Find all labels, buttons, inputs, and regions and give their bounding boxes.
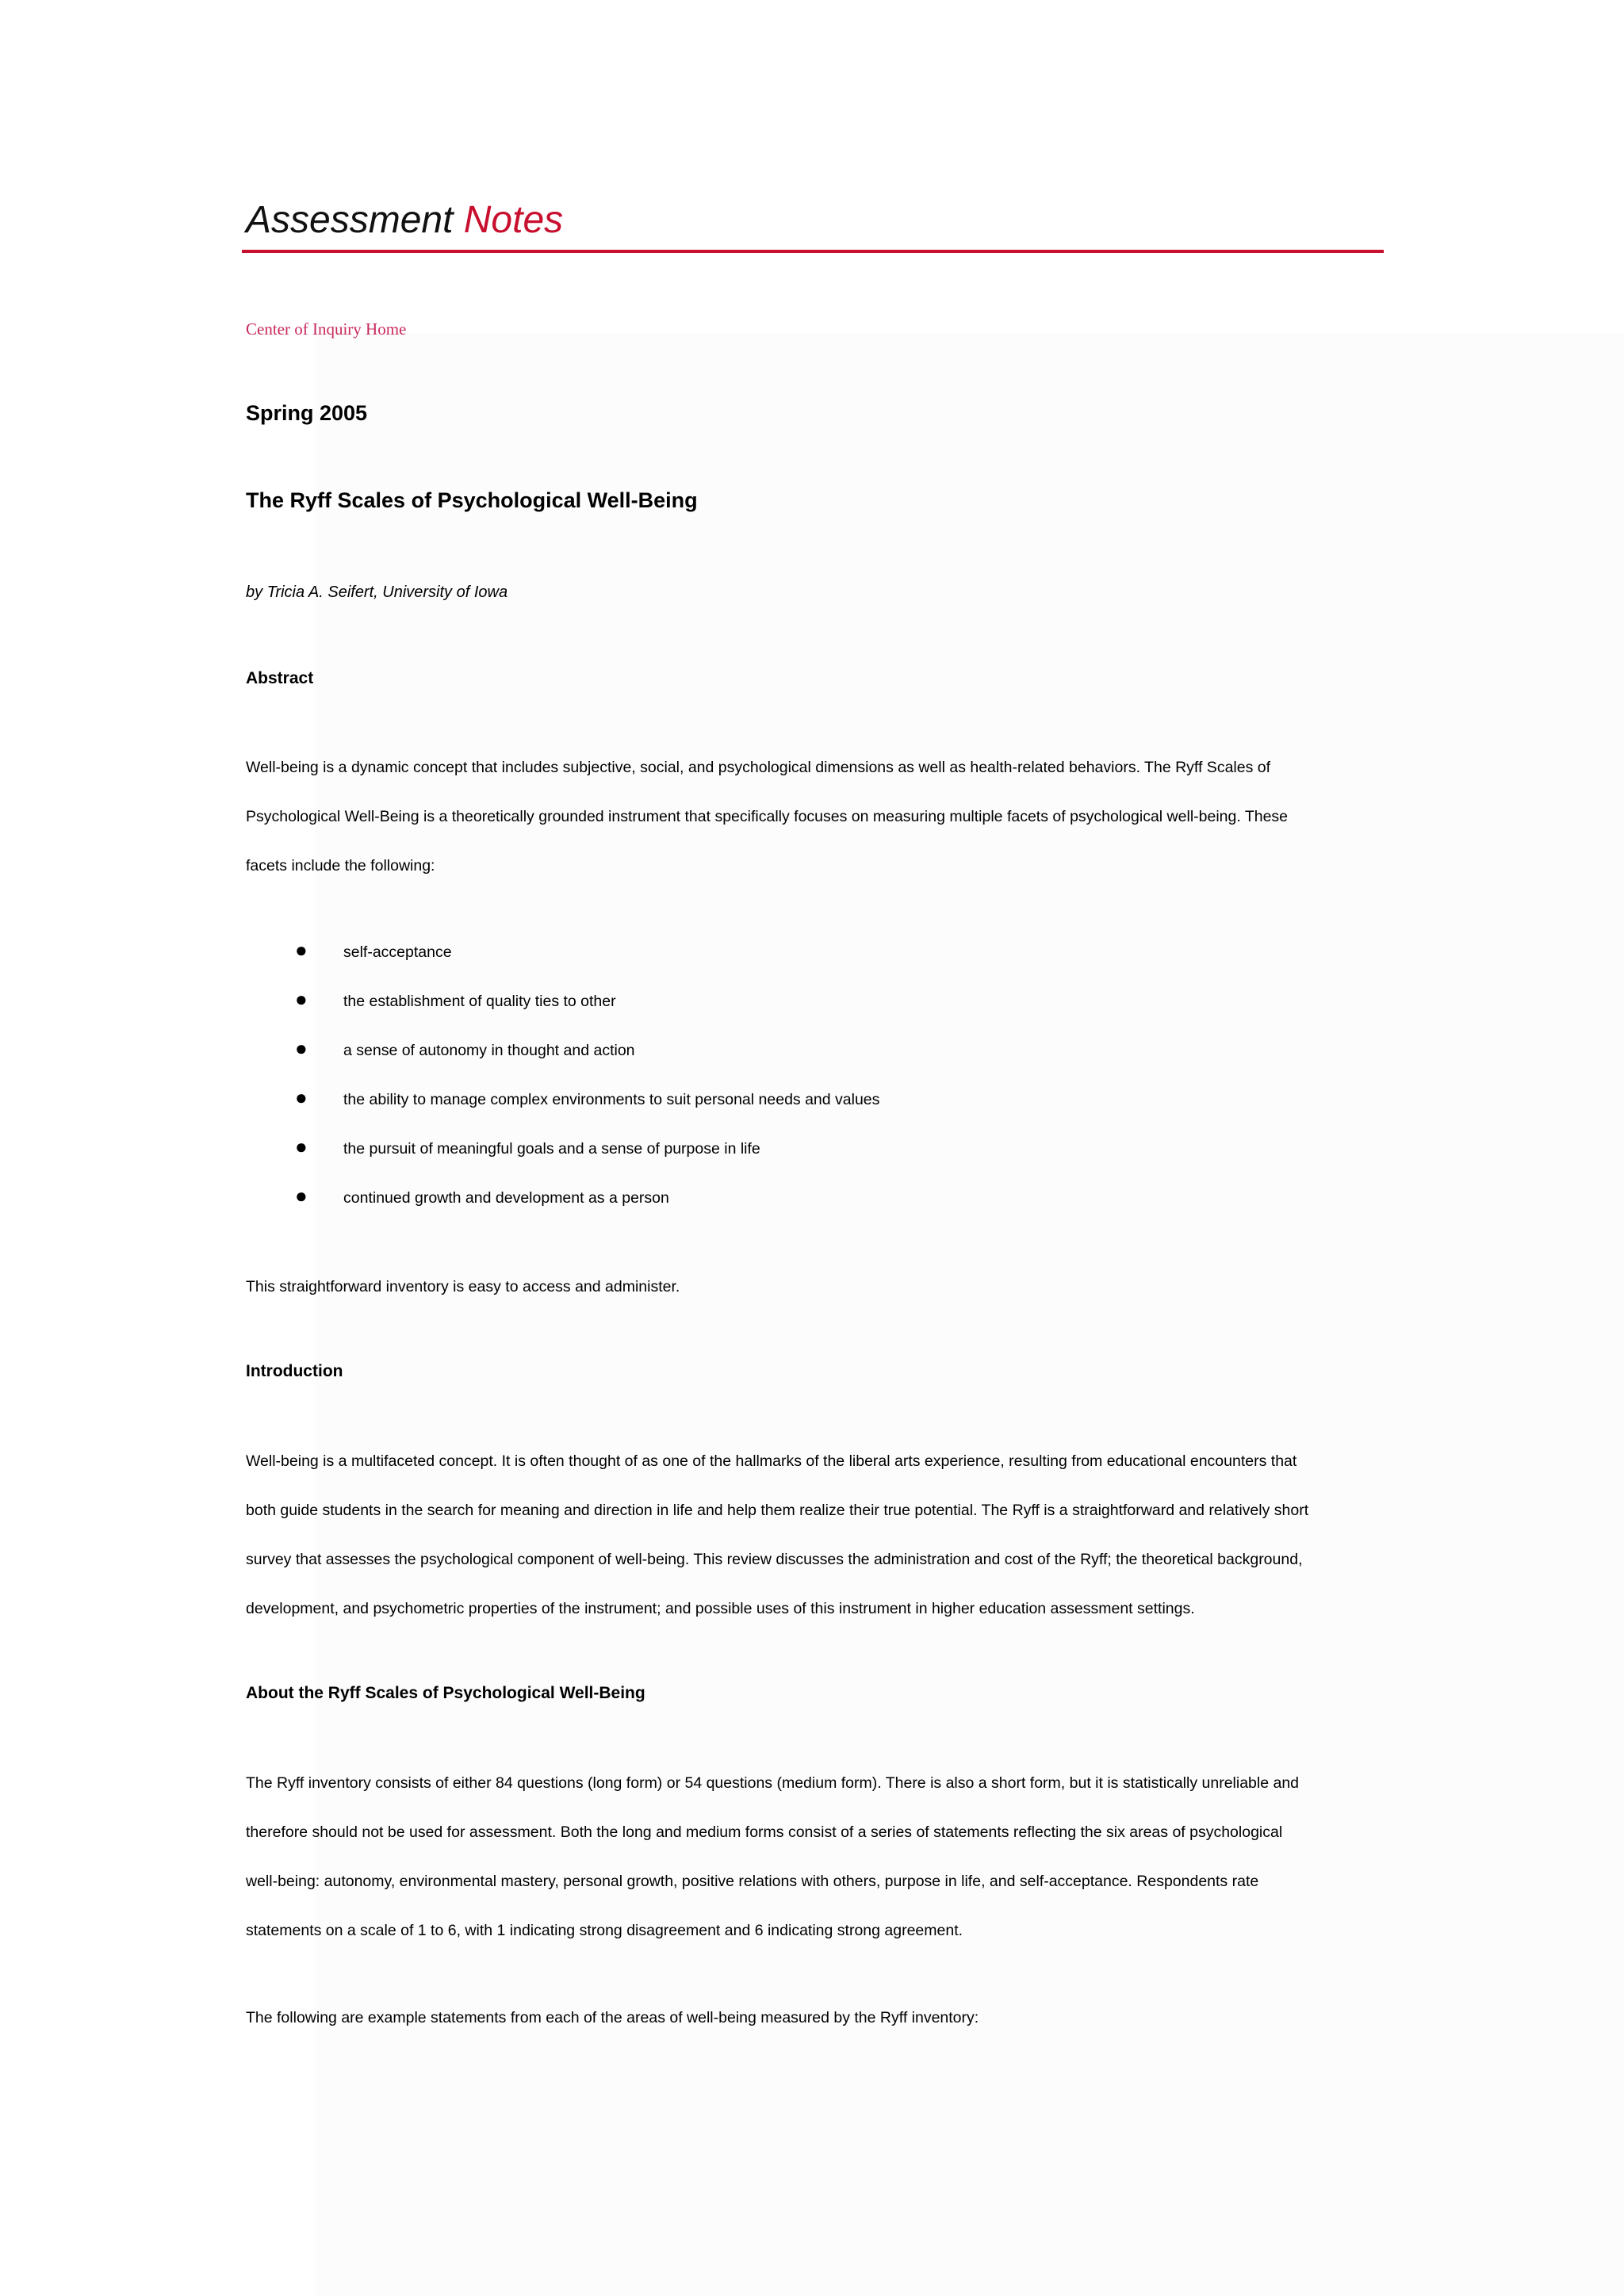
facet-text: a sense of autonomy in thought and action xyxy=(343,1042,635,1059)
facet-text: the pursuit of meaningful goals and a sense of purpose in life xyxy=(343,1140,760,1158)
bullet-icon: ● xyxy=(295,1135,308,1158)
about-line: statements on a scale of 1 to 6, with 1 indicating strong disagreement and 6 indicating strong agreement. xyxy=(246,1922,963,1939)
introduction-line: both guide students in the search for meaning and direction in life and help them realize their true potential. The Ryff is a straightforward and relatively short xyxy=(246,1502,1309,1519)
about-line: therefore should not be used for assessment. Both the long and medium forms consist of a series of statements reflecting the six areas of psychological xyxy=(246,1823,1283,1841)
about-paragraph xyxy=(246,1758,1404,1955)
masthead-title xyxy=(246,197,563,244)
examples-intro xyxy=(246,1993,1404,2042)
bullet-icon: ● xyxy=(295,1184,308,1207)
bullet-icon: ● xyxy=(295,1036,308,1060)
facet-text: self-acceptance xyxy=(343,943,452,961)
abstract-closing-line: This straightforward inventory is easy to access and administer. xyxy=(246,1278,680,1295)
introduction-heading: Introduction xyxy=(246,1362,343,1380)
bullet-icon: ● xyxy=(295,938,308,962)
abstract-line: facets include the following: xyxy=(246,857,435,874)
introduction-line: development, and psychometric properties of the instrument; and possible uses of this instrument in higher education assessment settings. xyxy=(246,1600,1195,1617)
abstract-line: Psychological Well-Being is a theoretically grounded instrument that specifically focuses on measuring multiple facets of psychological well-being. These xyxy=(246,808,1289,825)
introduction-line: survey that assesses the psychological component of well-being. This review discusses the administration and cost of the Ryff; the theoretical background, xyxy=(246,1551,1303,1568)
abstract-closing xyxy=(246,1262,1404,1311)
abstract-line: Well-being is a dynamic concept that includes subjective, social, and psychological dimensions as well as health-related behaviors. The Ryff Scales of xyxy=(246,759,1271,776)
issue-date: Spring 2005 xyxy=(246,401,368,425)
center-of-inquiry-home-link[interactable]: Center of Inquiry Home xyxy=(246,320,407,339)
abstract-heading: Abstract xyxy=(246,669,314,687)
about-line: The Ryff inventory consists of either 84 questions (long form) or 54 questions (medium form). There is also a short form, but it is statistically unreliable and xyxy=(246,1774,1300,1792)
article-title: The Ryff Scales of Psychological Well-Being xyxy=(246,488,698,512)
article-byline: by Tricia A. Seifert, University of Iowa xyxy=(246,584,508,601)
masthead-title-part1: Assessment xyxy=(246,199,454,241)
bullet-icon: ● xyxy=(295,1085,308,1109)
introduction-line: Well-being is a multifaceted concept. It is often thought of as one of the hallmarks of the liberal arts experience, resulting from educational encounters that xyxy=(246,1452,1297,1470)
facet-text: the ability to manage complex environments to suit personal needs and values xyxy=(343,1091,880,1108)
abstract-paragraph xyxy=(246,743,1404,890)
bullet-icon: ● xyxy=(295,987,308,1011)
masthead-divider xyxy=(242,250,1384,253)
about-heading: About the Ryff Scales of Psychological Well-Being xyxy=(246,1684,645,1702)
introduction-paragraph xyxy=(246,1437,1404,1633)
facet-text: the establishment of quality ties to other xyxy=(343,993,616,1010)
examples-intro-line: The following are example statements from each of the areas of well-being measured by the Ryff inventory: xyxy=(246,2009,979,2026)
masthead-title-part2: Notes xyxy=(463,199,564,241)
facet-text: continued growth and development as a person xyxy=(343,1189,669,1207)
about-line: well-being: autonomy, environmental mastery, personal growth, positive relations with others, purpose in life, and self-acceptance. Respondents rate xyxy=(246,1873,1259,1890)
